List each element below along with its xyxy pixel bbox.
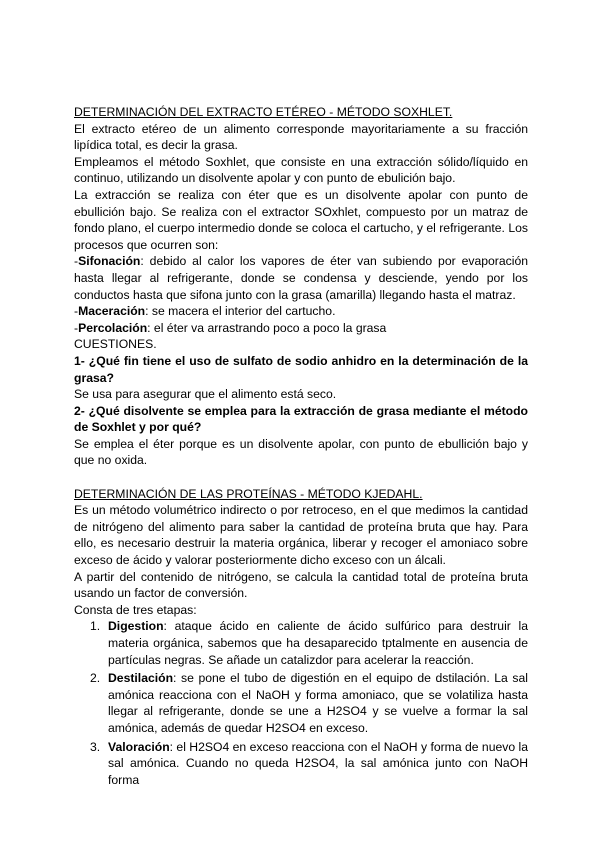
term-valoracion: Valoración <box>108 739 170 754</box>
dash: - <box>74 320 79 335</box>
step-text: : ataque ácido en caliente de ácido sulfúrico para destruir la materia orgánica, sabemos que ha desaparecido tptalmente en ausencia de partículas negras. Se añade un catalizdor para acelerar la reacción. <box>108 619 528 667</box>
spacer <box>74 469 528 486</box>
dash: - <box>74 254 79 269</box>
process-maceracion <box>74 303 528 320</box>
process-sifonacion <box>74 253 528 303</box>
answer-1: Se usa para asegurar que el alimento está seco. <box>74 387 337 402</box>
step-text: : el H2SO4 en exceso reacciona con el NaOH y forma de nuevo la sal amónica. Cuando no queda H2SO4, la sal amónica junto con NaOH forma <box>108 739 529 787</box>
list-item <box>74 670 528 736</box>
process-text: : debido al calor los vapores de éter van subiendo por evaporación hasta llegar al refrigerante, donde se condensa y desciende, yendo por los conductos hasta que sifona junto con la grasa (amarilla) llegando hasta el matraz. <box>74 254 528 302</box>
list-item <box>74 618 528 668</box>
step-text: : se pone el tubo de digestión en el equipo de dstilación. La sal amónica reacciona con el NaOH y forma amoniaco, que se volatiliza hasta llegar al refrigerante, donde se une a H2SO4 y se vuelve a formar la sal amónica, además de quedar H2SO4 en exceso. <box>108 671 528 735</box>
paragraph: El extracto etéreo de un alimento corresponde mayoritariamente a su fracción lipídica total, es decir la grasa. <box>74 121 528 153</box>
stages-list <box>74 618 528 788</box>
paragraph: La extracción se realiza con éter que es un disolvente apolar con punto de ebullición bajo. Se realiza con el extractor SOxhlet, compuesto por un matraz de fondo plano, el cuerpo intermedio donde se coloca el cartucho, y el refrigerante. Los procesos que ocurren son: <box>74 187 528 252</box>
question-1: 1- ¿Qué fin tiene el uso de sulfato de sodio anhidro en la determinación de la grasa? <box>74 353 528 385</box>
term-digestion: Digestion <box>108 619 164 634</box>
paragraph: Empleamos el método Soxhlet, que consiste en una extracción sólido/líquido en continuo, utilizando un disolvente apolar y con punto de ebulición bajo. <box>74 154 528 186</box>
list-number: 2. <box>90 671 101 686</box>
section-heading-kjedahl: DETERMINACIÓN DE LAS PROTEÍNAS - MÉTODO KJEDAHL. <box>74 486 423 501</box>
paragraph: A partir del contenido de nitrógeno, se calcula la cantidad total de proteína bruta usando un factor de conversión. <box>74 569 528 601</box>
term-percolacion: Percolación <box>78 320 148 335</box>
term-sifonacion: Sifonación <box>78 254 141 269</box>
section-heading-soxhlet: DETERMINACIÓN DEL EXTRACTO ETÉREO - MÉTODO SOXHLET. <box>74 105 453 119</box>
paragraph: Consta de tres etapas: <box>74 602 197 617</box>
term-destilacion: Destilación <box>108 671 174 686</box>
cuestiones-heading: CUESTIONES. <box>74 337 157 352</box>
list-number: 1. <box>90 619 101 634</box>
process-text: : se macera el interior del cartucho. <box>145 304 336 319</box>
process-text: : el éter va arrastrando poco a poco la grasa <box>147 320 387 335</box>
question-2: 2- ¿Qué disolvente se emplea para la extracción de grasa mediante el método de Soxhlet y por qué? <box>74 403 528 435</box>
paragraph: Es un método volumétrico indirecto o por retroceso, en el que medimos la cantidad de nitrógeno del alimento para saber la cantidad de proteína bruta que hay. Para ello, es necesario destruir la materia orgánica, liberar y recoger el amoniaco sobre exceso de ácido y valorar posteriormente dicho exceso con un álcali. <box>74 503 528 568</box>
answer-2: Se emplea el éter porque es un disolvente apolar, con punto de ebullición bajo y que no oxida. <box>74 436 528 468</box>
process-percolacion <box>74 320 528 337</box>
document-page <box>74 104 528 788</box>
list-item <box>74 739 528 789</box>
list-number: 3. <box>90 739 101 754</box>
term-maceracion: Maceración <box>78 304 146 319</box>
dash: - <box>74 304 79 319</box>
